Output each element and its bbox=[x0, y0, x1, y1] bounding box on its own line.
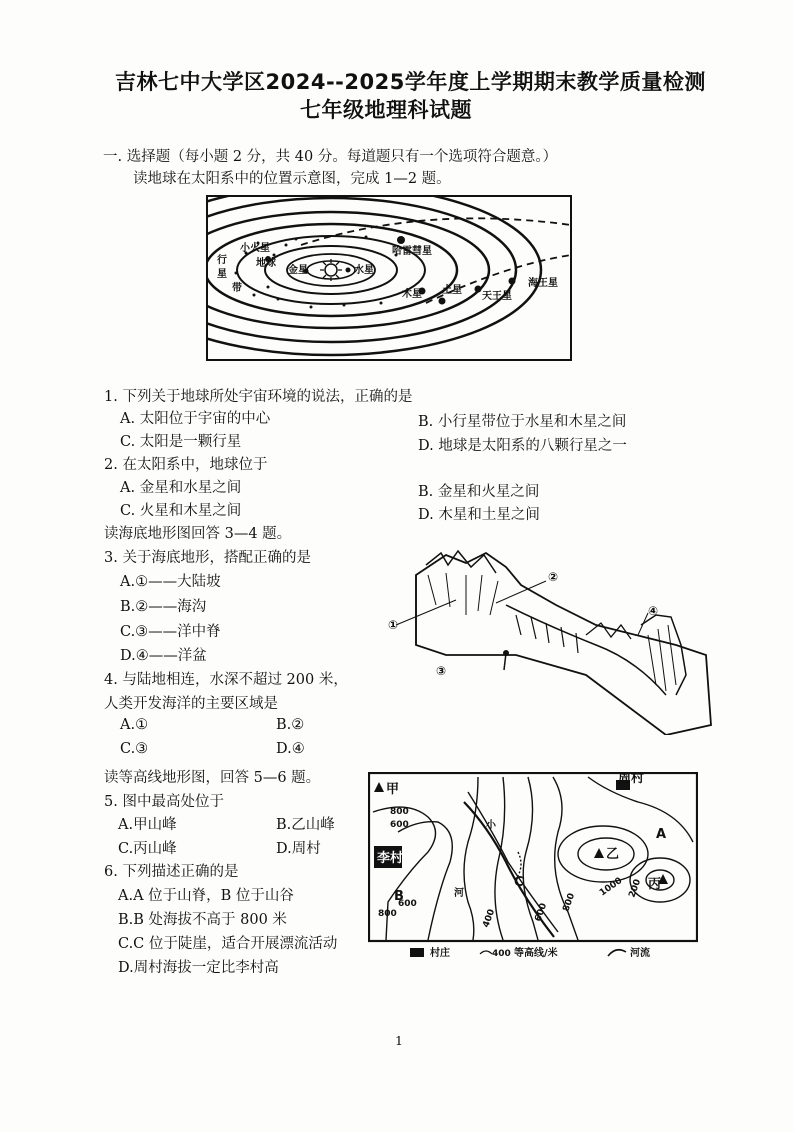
point-c: C bbox=[514, 875, 524, 890]
label-jupiter: 木星 bbox=[402, 289, 422, 300]
q5-option-a: A.甲山峰 bbox=[118, 817, 177, 833]
q3-option-c: C.③——洋中脊 bbox=[120, 624, 221, 640]
label-mercury: 水星 bbox=[354, 265, 374, 276]
contour-800-b: 800 bbox=[378, 909, 397, 919]
legend-contour-value: 400 bbox=[492, 949, 511, 959]
intro-q3-4: 读海底地形图回答 3—4 题。 bbox=[104, 526, 292, 542]
label-earth: 地球 bbox=[256, 258, 276, 269]
point-b: B bbox=[394, 889, 404, 904]
peak-jia-icon bbox=[374, 782, 384, 792]
contour-label-jia: 甲 bbox=[386, 782, 400, 797]
contour-label-zhoucun: 周村 bbox=[618, 772, 645, 786]
seafloor-figure bbox=[386, 545, 716, 735]
exam-title-line2: 七年级地理科试题 bbox=[300, 98, 472, 122]
contour-label-bing: 丙 bbox=[648, 877, 662, 892]
exam-title-line1: 吉林七中大学区2024--2025学年度上学期期末教学质量检测 bbox=[115, 70, 706, 94]
peak-yi-icon bbox=[594, 848, 604, 858]
contour-800-c: 800 bbox=[561, 891, 578, 914]
contour-800-a: 800 bbox=[390, 807, 409, 817]
seafloor-marker-2: ② bbox=[548, 570, 559, 584]
legend-river-label: 河流 bbox=[630, 948, 650, 959]
q4-option-b: B.② bbox=[276, 717, 305, 733]
contour-600-c: 600 bbox=[533, 901, 550, 924]
q1-option-d: D. 地球是太阳系的八颗行星之一 bbox=[418, 438, 627, 454]
intro-q5-6: 读等高线地形图，回答 5—6 题。 bbox=[104, 770, 321, 786]
legend-village-label: 村庄 bbox=[430, 948, 450, 959]
q2-option-c: C. 火星和木星之间 bbox=[120, 503, 242, 519]
q4-option-a: A.① bbox=[120, 717, 149, 733]
section-heading: 一. 选择题（每小题 2 分，共 40 分。每道题只有一个选项符合题意。） bbox=[103, 149, 558, 165]
q6-option-d: D.周村海拔一定比李村高 bbox=[118, 960, 279, 976]
q5-option-d: D.周村 bbox=[276, 841, 321, 857]
q5-option-c: C.丙山峰 bbox=[118, 841, 177, 857]
label-asteroid3: 星 bbox=[217, 269, 227, 280]
q1-option-b: B. 小行星带位于水星和木星之间 bbox=[418, 414, 627, 430]
q4-stem-line1: 4. 与陆地相连，水深不超过 200 米， bbox=[104, 672, 348, 688]
legend-river-icon bbox=[608, 950, 626, 956]
contour-600-b: 600 bbox=[398, 899, 417, 909]
contour-map-figure bbox=[368, 772, 698, 964]
contour-label-licun: 李村 bbox=[377, 851, 404, 866]
q6-option-a: A.A 位于山脊，B 位于山谷 bbox=[118, 888, 294, 904]
label-asteroid2: 行 bbox=[217, 255, 227, 266]
q2-option-d: D. 木星和土星之间 bbox=[418, 507, 540, 523]
q3-stem: 3. 关于海底地形，搭配正确的是 bbox=[104, 550, 311, 566]
contour-600-a: 600 bbox=[390, 820, 409, 830]
q1-stem: 1. 下列关于地球所处宇宙环境的说法，正确的是 bbox=[104, 389, 413, 405]
contour-1000: 1000 bbox=[597, 875, 625, 899]
legend-village-icon bbox=[410, 948, 424, 957]
label-asteroid4: 带 bbox=[232, 283, 242, 294]
q1-option-a: A. 太阳位于宇宙的中心 bbox=[120, 411, 271, 427]
q1-option-c: C. 太阳是一颗行星 bbox=[120, 434, 242, 450]
q2-option-b: B. 金星和火星之间 bbox=[418, 484, 540, 500]
label-comet: 哈雷彗星 bbox=[392, 246, 432, 257]
sun-icon bbox=[320, 259, 342, 281]
seafloor-marker-3: ③ bbox=[436, 664, 447, 678]
contour-200: 200 bbox=[627, 877, 644, 900]
contour-400: 400 bbox=[481, 907, 498, 930]
q2-stem: 2. 在太阳系中，地球位于 bbox=[104, 457, 268, 473]
label-neptune: 海王星 bbox=[528, 278, 558, 289]
cliff-c-icon bbox=[518, 852, 521, 876]
q4-option-c: C.③ bbox=[120, 741, 149, 757]
river-label: 小 bbox=[486, 820, 496, 831]
q3-option-a: A.①——大陆坡 bbox=[120, 574, 221, 590]
section-intro: 读地球在太阳系中的位置示意图，完成 1—2 题。 bbox=[133, 171, 451, 187]
q6-option-c: C.C 位于陡崖，适合开展漂流活动 bbox=[118, 936, 338, 952]
legend-contour-icon bbox=[480, 951, 492, 954]
q6-stem: 6. 下列描述正确的是 bbox=[104, 864, 239, 880]
q4-stem-line2: 人类开发海洋的主要区域是 bbox=[104, 696, 278, 712]
q5-option-b: B.乙山峰 bbox=[276, 817, 335, 833]
river-label-2: 河 bbox=[454, 888, 464, 899]
seafloor-marker-4: ④ bbox=[648, 604, 659, 618]
point-a: A bbox=[656, 827, 667, 842]
label-venus: 金星 bbox=[288, 265, 308, 276]
q5-stem: 5. 图中最高处位于 bbox=[104, 794, 224, 810]
q4-option-d: D.④ bbox=[276, 741, 305, 757]
label-saturn: 土星 bbox=[442, 285, 462, 296]
label-asteroid1: 小火星 bbox=[240, 243, 270, 254]
contour-label-yi: 乙 bbox=[606, 847, 620, 862]
q2-option-a: A. 金星和水星之间 bbox=[120, 480, 242, 496]
q3-option-b: B.②——海沟 bbox=[120, 599, 207, 615]
solar-system-figure bbox=[206, 195, 572, 361]
seafloor-marker-1: ① bbox=[388, 618, 399, 632]
legend-contour-label: 等高线/米 bbox=[514, 948, 558, 959]
q3-option-d: D.④——洋盆 bbox=[120, 648, 207, 664]
page-number: 1 bbox=[395, 1033, 403, 1048]
q6-option-b: B.B 处海拔不高于 800 米 bbox=[118, 912, 287, 928]
label-uranus: 天王星 bbox=[482, 291, 512, 302]
